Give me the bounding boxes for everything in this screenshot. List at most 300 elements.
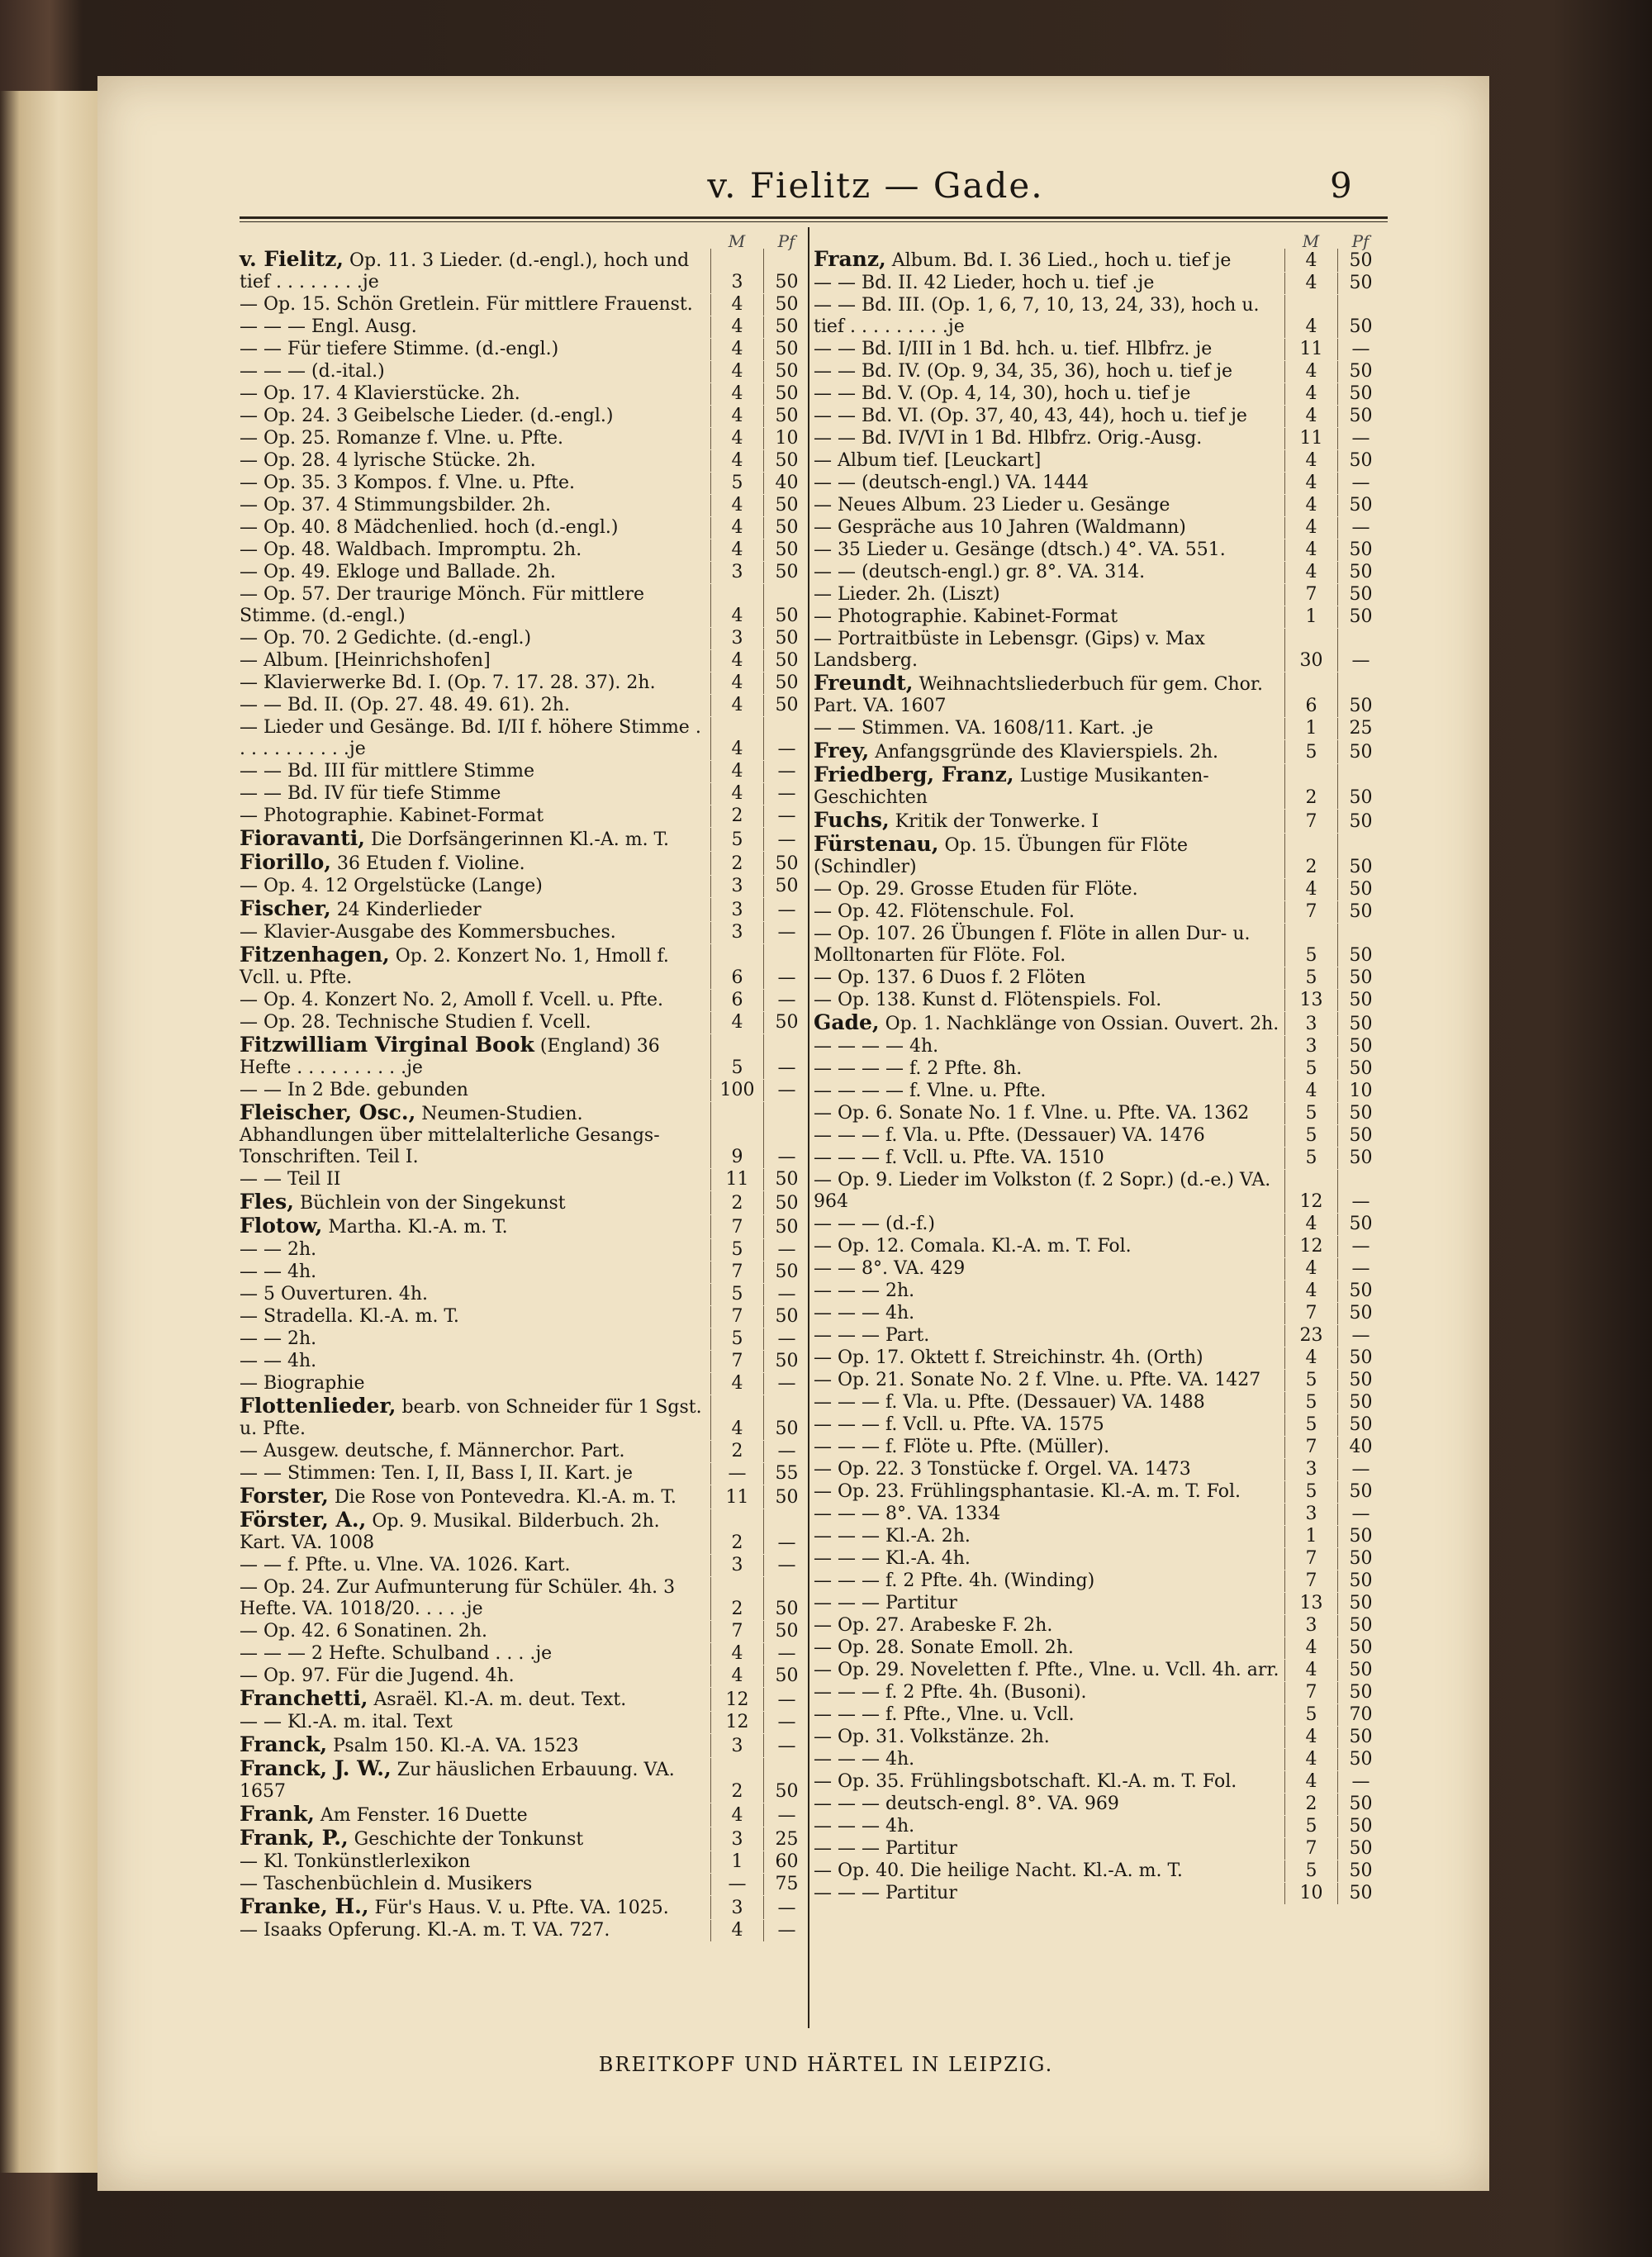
entry-title: — — — 2 Hefte. Schulband . . . .je (240, 1643, 553, 1664)
entry-title: — Op. 70. 2 Gedichte. (d.-engl.) (240, 628, 532, 649)
price-pfennig: 50 (763, 1012, 809, 1033)
price-mark: 4 (1284, 450, 1337, 472)
catalog-entry (240, 672, 809, 694)
entry-text (240, 695, 710, 716)
catalog-entry (240, 876, 809, 897)
price-mark: 2 (710, 852, 763, 875)
entry-title: — Op. 9. Lieder im Volkston (f. 2 Sopr.) (d.-e.) VA. 964 (814, 1170, 1271, 1212)
entry-title: — — — f. Flöte u. Pfte. (Müller). (814, 1437, 1110, 1457)
entry-title: — — 4h. (240, 1351, 317, 1371)
entry-text (814, 1258, 1284, 1280)
entry-text (240, 1034, 710, 1079)
price-pfennig: 25 (1337, 718, 1384, 739)
entry-text (814, 1615, 1284, 1637)
catalog-entry (240, 1191, 809, 1214)
price-pfennig: 50 (763, 249, 809, 293)
entry-heading: Forster, (240, 1484, 329, 1508)
price-pfennig: 50 (763, 1191, 809, 1214)
price-pfennig: — (763, 717, 809, 760)
entry-text (814, 718, 1284, 739)
entry-text (240, 1351, 710, 1372)
entry-title: — — — f. 2 Pfte. 4h. (Winding) (814, 1570, 1095, 1591)
price-mark: 2 (710, 1577, 763, 1620)
price-pfennig: 50 (763, 695, 809, 716)
price-pfennig: 50 (1337, 562, 1384, 583)
entry-text (814, 1370, 1284, 1391)
price-mark: 5 (1284, 1704, 1337, 1726)
price-pfennig: — (763, 1896, 809, 1919)
catalog-entry (814, 1103, 1384, 1124)
entry-title: — Portraitbüste in Lebensgr. (Gips) v. Max Landsberg. (814, 629, 1205, 671)
price-pfennig: 50 (1337, 495, 1384, 516)
catalog-entry (814, 1504, 1384, 1525)
price-mark: 4 (1284, 361, 1337, 383)
price-mark: 5 (1284, 967, 1337, 989)
entry-title: — Op. 17. 4 Klavierstücke. 2h. (240, 383, 520, 404)
entry-text (240, 1803, 710, 1827)
price-mark: 2 (710, 1758, 763, 1803)
price-mark: 4 (710, 316, 763, 338)
price-mark: 5 (710, 473, 763, 494)
catalog-entry (814, 1125, 1384, 1147)
catalog-entry (814, 740, 1384, 763)
price-pfennig: 50 (1337, 834, 1384, 878)
price-mark: 4 (1284, 295, 1337, 338)
price-mark: 4 (1284, 1281, 1337, 1302)
entry-text (240, 1577, 710, 1620)
price-mark: 100 (710, 1080, 763, 1101)
price-pfennig: 50 (1337, 924, 1384, 967)
catalog-entry (240, 1034, 809, 1079)
price-pfennig: 50 (1337, 361, 1384, 383)
catalog-entry (240, 1665, 809, 1687)
entry-text (814, 517, 1284, 539)
price-pfennig: — (763, 1643, 809, 1665)
catalog-entry (240, 1509, 809, 1554)
price-mark: 9 (710, 1102, 763, 1168)
price-mark: 1 (710, 1851, 763, 1873)
price-mark: 7 (1284, 584, 1337, 606)
entry-text (814, 810, 1284, 833)
entry-title: Büchlein von der Singekunst (299, 1193, 566, 1214)
catalog-entry (240, 1851, 809, 1873)
entry-title: — — (deutsch-engl.) gr. 8°. VA. 314. (814, 562, 1146, 582)
catalog-entry (240, 428, 809, 449)
price-mark: 4 (710, 1803, 763, 1827)
entry-text (814, 1170, 1284, 1213)
price-pfennig: 50 (763, 450, 809, 472)
price-pfennig: — (763, 1441, 809, 1462)
price-mark: 10 (1284, 1883, 1337, 1904)
price-mark: 12 (710, 1688, 763, 1711)
entry-title: — Op. 22. 3 Tonstücke f. Orgel. VA. 1473 (814, 1459, 1191, 1480)
price-pfennig: 50 (763, 584, 809, 627)
entry-title: Op. 15. Übungen für Flöte (Schindler) (814, 835, 1188, 877)
entry-title: — Isaaks Opferung. Kl.-A. m. T. VA. 727. (240, 1920, 610, 1941)
price-pfennig: 50 (763, 1621, 809, 1642)
catalog-entry (240, 1643, 809, 1665)
catalog-entry (814, 924, 1384, 967)
entry-text (240, 1284, 710, 1305)
price-pfennig: — (1337, 473, 1384, 494)
price-pfennig: 50 (763, 628, 809, 649)
catalog-entry (240, 383, 809, 405)
entry-title: — Klavier-Ausgabe des Kommersbuches. (240, 922, 616, 943)
price-mark: 4 (1284, 1727, 1337, 1748)
catalog-entry (240, 695, 809, 716)
price-pfennig: 50 (1337, 1303, 1384, 1324)
entry-text (240, 339, 710, 360)
price-mark: 4 (710, 672, 763, 694)
price-pfennig: 50 (1337, 1749, 1384, 1770)
entry-title: 24 Kinderlieder (336, 900, 482, 920)
price-pfennig: 50 (1337, 1660, 1384, 1681)
price-mark: 4 (710, 1920, 763, 1941)
entry-title: — Op. 28. Sonate Emoll. 2h. (814, 1637, 1074, 1658)
catalog-entry (240, 473, 809, 494)
catalog-entry (240, 828, 809, 851)
price-mark: 5 (710, 1239, 763, 1261)
entry-text (240, 1012, 710, 1033)
price-pfennig: 10 (1337, 1081, 1384, 1102)
right-column (814, 231, 1384, 1905)
entry-heading: Flottenlieder, (240, 1394, 396, 1418)
entry-text (814, 1036, 1284, 1057)
catalog-entry (814, 1459, 1384, 1480)
price-pfennig: — (1337, 629, 1384, 672)
catalog-entry (814, 990, 1384, 1011)
entry-title: Lustige Musikanten-Geschichten (814, 766, 1209, 808)
catalog-entry (814, 1660, 1384, 1681)
catalog-entry (814, 450, 1384, 472)
entry-title: — Op. 29. Grosse Etuden für Flöte. (814, 879, 1138, 900)
price-pfennig: 50 (763, 876, 809, 897)
price-pfennig: 50 (763, 650, 809, 672)
entry-title: — Op. 35. 3 Kompos. f. Vlne. u. Pfte. (240, 473, 576, 493)
price-mark: 4 (1284, 1637, 1337, 1659)
price-mark: 4 (710, 450, 763, 472)
entry-text (240, 294, 710, 316)
price-mark: 4 (710, 783, 763, 805)
entry-title: — Op. 12. Comala. Kl.-A. m. T. Fol. (814, 1236, 1132, 1257)
price-mark: 12 (710, 1712, 763, 1733)
price-pfennig: 50 (763, 539, 809, 561)
entry-title: — Op. 40. Die heilige Nacht. Kl.-A. m. T. (814, 1860, 1183, 1881)
entry-text (814, 1236, 1284, 1257)
entry-text (240, 1665, 710, 1687)
price-mark: 6 (710, 990, 763, 1011)
price-pfennig: 50 (1337, 1148, 1384, 1169)
price-mark: 5 (1284, 1414, 1337, 1436)
entry-title: — — Stimmen. VA. 1608/11. Kart. .je (814, 718, 1154, 739)
entry-heading: Gade, (814, 1010, 880, 1034)
price-pfennig: 50 (1337, 295, 1384, 338)
catalog-entry (240, 783, 809, 805)
price-pfennig: — (763, 1373, 809, 1395)
price-mark: 4 (1284, 1749, 1337, 1770)
entry-text (240, 628, 710, 649)
price-mark: 2 (710, 1509, 763, 1554)
price-pfennig: 50 (1337, 1860, 1384, 1882)
entry-title: — — — Engl. Ausg. (240, 316, 417, 337)
price-mark: 4 (1284, 879, 1337, 900)
entry-title: Op. 2. Konzert No. 1, Hmoll f. Vcll. u. Pfte. (240, 946, 669, 988)
catalog-entry (814, 249, 1384, 272)
entry-text (814, 1570, 1284, 1592)
price-pfennig: — (1337, 1504, 1384, 1525)
price-pfennig: — (1337, 339, 1384, 360)
price-pfennig: 50 (763, 1758, 809, 1803)
facing-page-edge (0, 91, 97, 2173)
entry-title: — Klavierwerke Bd. I. (Op. 7. 17. 28. 37). 2h. (240, 672, 656, 693)
catalog-entry (240, 1215, 809, 1238)
catalog-entry (814, 718, 1384, 739)
entry-heading: Freundt, (814, 671, 914, 695)
entry-text (240, 1191, 710, 1214)
price-pfennig: 50 (763, 361, 809, 383)
entry-title: Die Rose von Pontevedra. Kl.-A. m. T. (334, 1487, 676, 1508)
price-mark: 5 (710, 1284, 763, 1305)
entry-text (814, 1281, 1284, 1302)
catalog-entry (240, 922, 809, 943)
price-pfennig: 50 (763, 1485, 809, 1509)
price-pfennig: — (763, 1239, 809, 1261)
price-mark: 5 (710, 1328, 763, 1350)
catalog-entry (814, 967, 1384, 989)
price-mark: 5 (1284, 1058, 1337, 1080)
price-pfennig: 50 (1337, 1816, 1384, 1837)
entry-text (240, 672, 710, 694)
catalog-entry (240, 1284, 809, 1305)
price-mark: 7 (710, 1306, 763, 1328)
entry-text (240, 1306, 710, 1328)
entry-text (240, 1395, 710, 1440)
entry-text (814, 1481, 1284, 1503)
catalog-entry (814, 1236, 1384, 1257)
entry-title: — Op. 107. 26 Übungen f. Flöte in allen Dur- u. Molltonarten für Flöte. Fol. (814, 924, 1251, 966)
entry-title: — Op. 27. Arabeske F. 2h. (814, 1615, 1053, 1636)
price-mark: 7 (1284, 1570, 1337, 1592)
entry-title: — Op. 24. Zur Aufmunterung für Schüler. 4h. 3 Hefte. VA. 1018/20. . . . .je (240, 1577, 676, 1619)
catalog-entry (240, 1463, 809, 1485)
entry-title: — — — — f. Vlne. u. Pfte. (814, 1081, 1047, 1101)
price-pfennig: 70 (1337, 1704, 1384, 1726)
price-mark: 4 (1284, 273, 1337, 294)
catalog-entry (240, 650, 809, 672)
entry-title: — Op. 28. 4 lyrische Stücke. 2h. (240, 450, 536, 471)
catalog-entry (814, 517, 1384, 539)
price-pfennig: — (763, 1509, 809, 1554)
entry-heading: Franck, J. W., (240, 1756, 392, 1780)
entry-title: — Kl. Tonkünstlerlexikon (240, 1851, 471, 1872)
catalog-entry (240, 584, 809, 627)
entry-title: Op. 1. Nachklänge von Ossian. Ouvert. 2h. (885, 1014, 1279, 1034)
price-pfennig: 50 (763, 562, 809, 583)
entry-text (240, 717, 710, 760)
entry-title: — — — 4h. (814, 1303, 915, 1323)
price-mark: 7 (1284, 810, 1337, 833)
price-mark: 3 (710, 249, 763, 293)
price-mark: 2 (710, 1441, 763, 1462)
price-pfennig: — (763, 898, 809, 921)
price-mark: 4 (710, 761, 763, 782)
catalog-entry (814, 495, 1384, 516)
catalog-entry (240, 562, 809, 583)
catalog-entry (814, 1727, 1384, 1748)
price-mark: 7 (1284, 1548, 1337, 1570)
price-pfennig: 50 (1337, 1570, 1384, 1592)
entry-text (814, 1883, 1284, 1904)
catalog-entry (240, 1306, 809, 1328)
price-pfennig: 50 (763, 406, 809, 427)
entry-title: — Op. 40. 8 Mädchenlied. hoch (d.-engl.) (240, 517, 619, 538)
price-pfennig: — (763, 1803, 809, 1827)
entry-text (814, 1058, 1284, 1080)
price-pfennig: — (1337, 1236, 1384, 1257)
entry-text (814, 1103, 1284, 1124)
price-pfennig: 50 (1337, 1058, 1384, 1080)
price-mark: — (710, 1463, 763, 1485)
entry-text (240, 828, 710, 851)
price-mark: 4 (710, 695, 763, 716)
price-pfennig: 50 (1337, 539, 1384, 561)
catalog-entry (240, 249, 809, 293)
entry-text (814, 273, 1284, 294)
price-pfennig: 50 (1337, 990, 1384, 1011)
entry-title: Psalm 150. Kl.-A. VA. 1523 (333, 1736, 579, 1756)
catalog-entry (814, 1749, 1384, 1770)
entry-text (814, 834, 1284, 878)
price-mark: 3 (1284, 1615, 1337, 1637)
price-pfennig: — (763, 944, 809, 989)
price-pfennig: 75 (763, 1874, 809, 1895)
price-mark: 2 (710, 1191, 763, 1214)
entry-heading: Franke, H., (240, 1894, 369, 1918)
entry-title: — — Bd. III. (Op. 1, 6, 7, 10, 13, 24, 33), hoch u. tief . . . . . . . . .je (814, 295, 1260, 337)
price-pfennig: — (763, 1688, 809, 1711)
price-pfennig: 50 (1337, 1347, 1384, 1369)
entry-text (240, 1688, 710, 1711)
entry-heading: Flotow, (240, 1214, 323, 1238)
price-pfennig: 40 (763, 473, 809, 494)
entry-title: — — — Kl.-A. 4h. (814, 1548, 971, 1569)
catalog-entry (814, 1794, 1384, 1815)
entry-text (240, 1920, 710, 1941)
entry-text (814, 879, 1284, 900)
price-pfennig: — (763, 922, 809, 943)
catalog-entry (814, 1548, 1384, 1570)
catalog-entry (814, 1325, 1384, 1347)
price-pfennig: 60 (763, 1851, 809, 1873)
entry-text (814, 584, 1284, 606)
entry-text (814, 924, 1284, 967)
entry-title: — — — f. Pfte., Vlne. u. Vcll. (814, 1704, 1075, 1725)
catalog-entry (814, 406, 1384, 427)
entry-text (240, 428, 710, 449)
entry-title: — Op. 97. Für die Jugend. 4h. (240, 1665, 515, 1686)
catalog-entry (814, 295, 1384, 338)
price-mark: 4 (1284, 1771, 1337, 1793)
price-mark: 5 (1284, 1148, 1337, 1169)
entry-text (814, 672, 1284, 717)
entry-text (240, 1239, 710, 1261)
entry-text (814, 428, 1284, 449)
price-mark: 5 (1284, 1125, 1337, 1147)
price-mark: 4 (710, 294, 763, 316)
entry-title: — Op. 42. Flötenschule. Fol. (814, 901, 1075, 922)
currency-head (240, 231, 809, 251)
price-mark: 3 (1284, 1012, 1337, 1035)
price-pfennig: 50 (1337, 1370, 1384, 1391)
catalog-entry (240, 1169, 809, 1190)
catalog-entry (240, 294, 809, 316)
price-pfennig: — (763, 805, 809, 827)
price-pfennig: 50 (1337, 1593, 1384, 1614)
entry-title: Kritik der Tonwerke. I (895, 811, 1099, 832)
price-mark: 13 (1284, 990, 1337, 1011)
catalog-entry (240, 1827, 809, 1851)
price-mark: 5 (1284, 1370, 1337, 1391)
price-pfennig: — (763, 1712, 809, 1733)
entry-title: — — — 8°. VA. 1334 (814, 1504, 1001, 1524)
catalog-entry (814, 1370, 1384, 1391)
catalog-entry (240, 1712, 809, 1733)
price-mark: 7 (1284, 1682, 1337, 1703)
catalog-entry (240, 1621, 809, 1642)
catalog-entry (240, 517, 809, 539)
mark-symbol: M (1302, 231, 1320, 251)
price-mark: 4 (1284, 1347, 1337, 1369)
catalog-entry (814, 1036, 1384, 1057)
running-title: v. Fielitz — Gade. (707, 165, 1044, 206)
price-mark: 12 (1284, 1236, 1337, 1257)
entry-text (814, 1637, 1284, 1659)
entry-title: — Op. 137. 6 Duos f. 2 Flöten (814, 967, 1086, 988)
entry-title: — 35 Lieder u. Gesänge (dtsch.) 4°. VA. 551. (814, 539, 1226, 560)
price-mark: 6 (710, 944, 763, 989)
catalog-entry (240, 1102, 809, 1168)
catalog-entry (240, 1920, 809, 1941)
price-mark: 4 (710, 717, 763, 760)
entry-title: Am Fenster. 16 Duette (320, 1805, 528, 1826)
entry-heading: Fleischer, Osc., (240, 1100, 416, 1124)
entry-text (814, 990, 1284, 1011)
catalog-entry (240, 1262, 809, 1283)
right-entry-list (814, 249, 1384, 1904)
price-pfennig: 50 (763, 1665, 809, 1687)
entry-text (240, 1621, 710, 1642)
price-mark: 13 (1284, 1593, 1337, 1614)
entry-text (240, 1555, 710, 1576)
entry-title: — — — Part. (814, 1325, 930, 1346)
entry-title: Zur häuslichen Erbauung. VA. 1657 (240, 1760, 675, 1802)
price-mark: 5 (710, 1034, 763, 1079)
price-pfennig: 50 (1337, 901, 1384, 923)
catalog-entry (240, 450, 809, 472)
price-mark: 5 (1284, 1481, 1337, 1503)
entry-title: — — Teil II (240, 1169, 341, 1190)
price-pfennig: — (1337, 1170, 1384, 1213)
entry-text (814, 1682, 1284, 1703)
price-mark: 7 (1284, 1437, 1337, 1458)
entry-title: — Op. 42. 6 Sonatinen. 2h. (240, 1621, 488, 1642)
entry-text (240, 406, 710, 427)
price-pfennig: — (763, 1080, 809, 1101)
price-mark: 4 (1284, 1081, 1337, 1102)
price-mark: 7 (1284, 1303, 1337, 1324)
entry-text (814, 606, 1284, 628)
price-pfennig: 50 (1337, 879, 1384, 900)
